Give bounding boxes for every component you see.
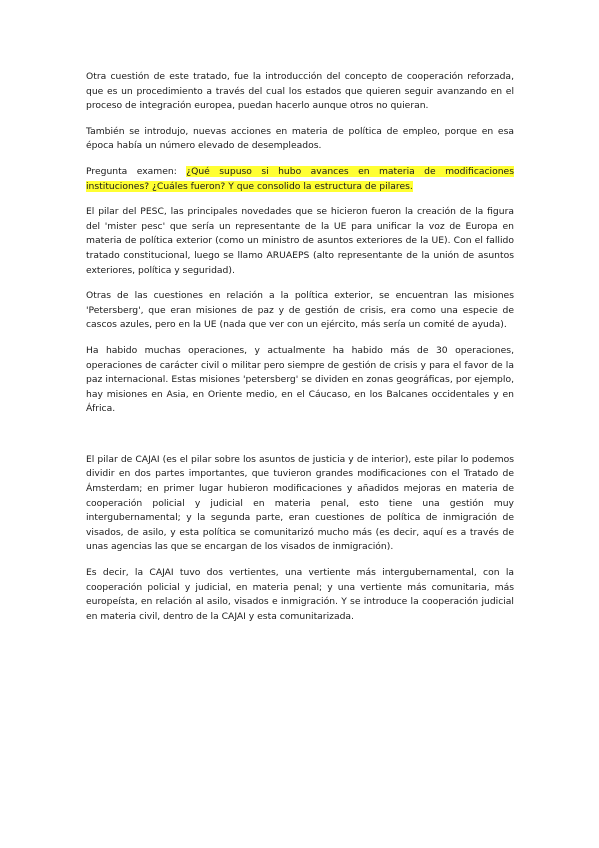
paragraph-pilar-pesc — [86, 205, 514, 278]
paragraph-text: Ha habido muchas operaciones, y actualmente ha habido más de 30 operaciones, operaciones de carácter civil o militar pero siempre de gestión de crisis y para el favor de la paz internacional. Estas misiones 'petersberg' se dividen en zonas geográficas, por ejemplo, hay misiones en Asia, en Oriente medio, en el Cáucaso, en los Balcanes occidentales y en África. — [86, 344, 514, 415]
paragraph-misiones-petersberg — [86, 289, 514, 333]
document-body — [86, 70, 514, 635]
paragraph-text: Otras de las cuestiones en relación a la política exterior, se encuentran las misiones 'Petersberg', que eran misiones de paz y de gestión de crisis, era como una especie de cascos azules, pero en la UE (nada que ver con un ejército, más sería un comité de ayuda). — [86, 290, 514, 331]
paragraph-pregunta-examen — [86, 165, 514, 194]
exam-question-label: Pregunta examen: — [86, 165, 187, 177]
highlighted-question: ¿Qué supuso si hubo avances en materia de modificaciones instituciones? ¿Cuáles fueron? Y que consolido la estructura de pilares. — [86, 165, 514, 192]
paragraph-cajai-vertientes — [86, 566, 514, 624]
paragraph-text: También se introdujo, nuevas acciones en materia de política de empleo, porque en esa época había un número elevado de desempleados. — [86, 125, 514, 152]
paragraph-text: El pilar de CAJAI (es el pilar sobre los asuntos de justicia y de interior), este pilar lo podemos dividir en dos partes importantes, que tuvieron grandes modificaciones con el Tratado de Ámsterdam; en primer lugar hubieron modificaciones y añadidos mejoras en materia de cooperación policial y judicial en materia penal, esto tiene una gestión muy intergubernamental; y la segunda parte, eran cuestiones de política de inmigración de visados, de asilo, y esta política se comunitarizó mucho más (es decir, aquí es a través de unas agencias las que se encargan de los visados de inmigración). — [86, 453, 514, 553]
paragraph-operaciones — [86, 344, 514, 417]
paragraph-text: El pilar del PESC, las principales novedades que se hicieron fueron la creación de la figura del 'mister pesc' que sería un representante de la UE para unificar la voz de Europa en materia de política exterior (como un ministro de asuntos exteriores de la UE). Con el fallido tratado constitucional, luego se llamo ARUAEPS (alto representante de la unión de asuntos exteriores, política y seguridad). — [86, 206, 514, 276]
paragraph-politica-empleo — [86, 125, 514, 154]
paragraph-text: Es decir, la CAJAI tuvo dos vertientes, una vertiente más intergubernamental, con la cooperación policial y judicial, en materia penal; y una vertiente más comunitaria, más europeísta, en relación al asilo, visados e inmigración. Y se introduce la cooperación judicial en materia civil, dentro de la CAJAI y esta comunitarizada. — [86, 567, 514, 622]
paragraph-pilar-cajai — [86, 453, 514, 555]
paragraph-cooperacion-reforzada — [86, 70, 514, 114]
paragraph-text: Otra cuestión de este tratado, fue la introducción del concepto de cooperación reforzada, que es un procedimiento a través del cual los estados que quieren seguir avanzando en el proceso de integración europea, puedan hacerlo aunque otros no quieran. — [86, 71, 514, 112]
